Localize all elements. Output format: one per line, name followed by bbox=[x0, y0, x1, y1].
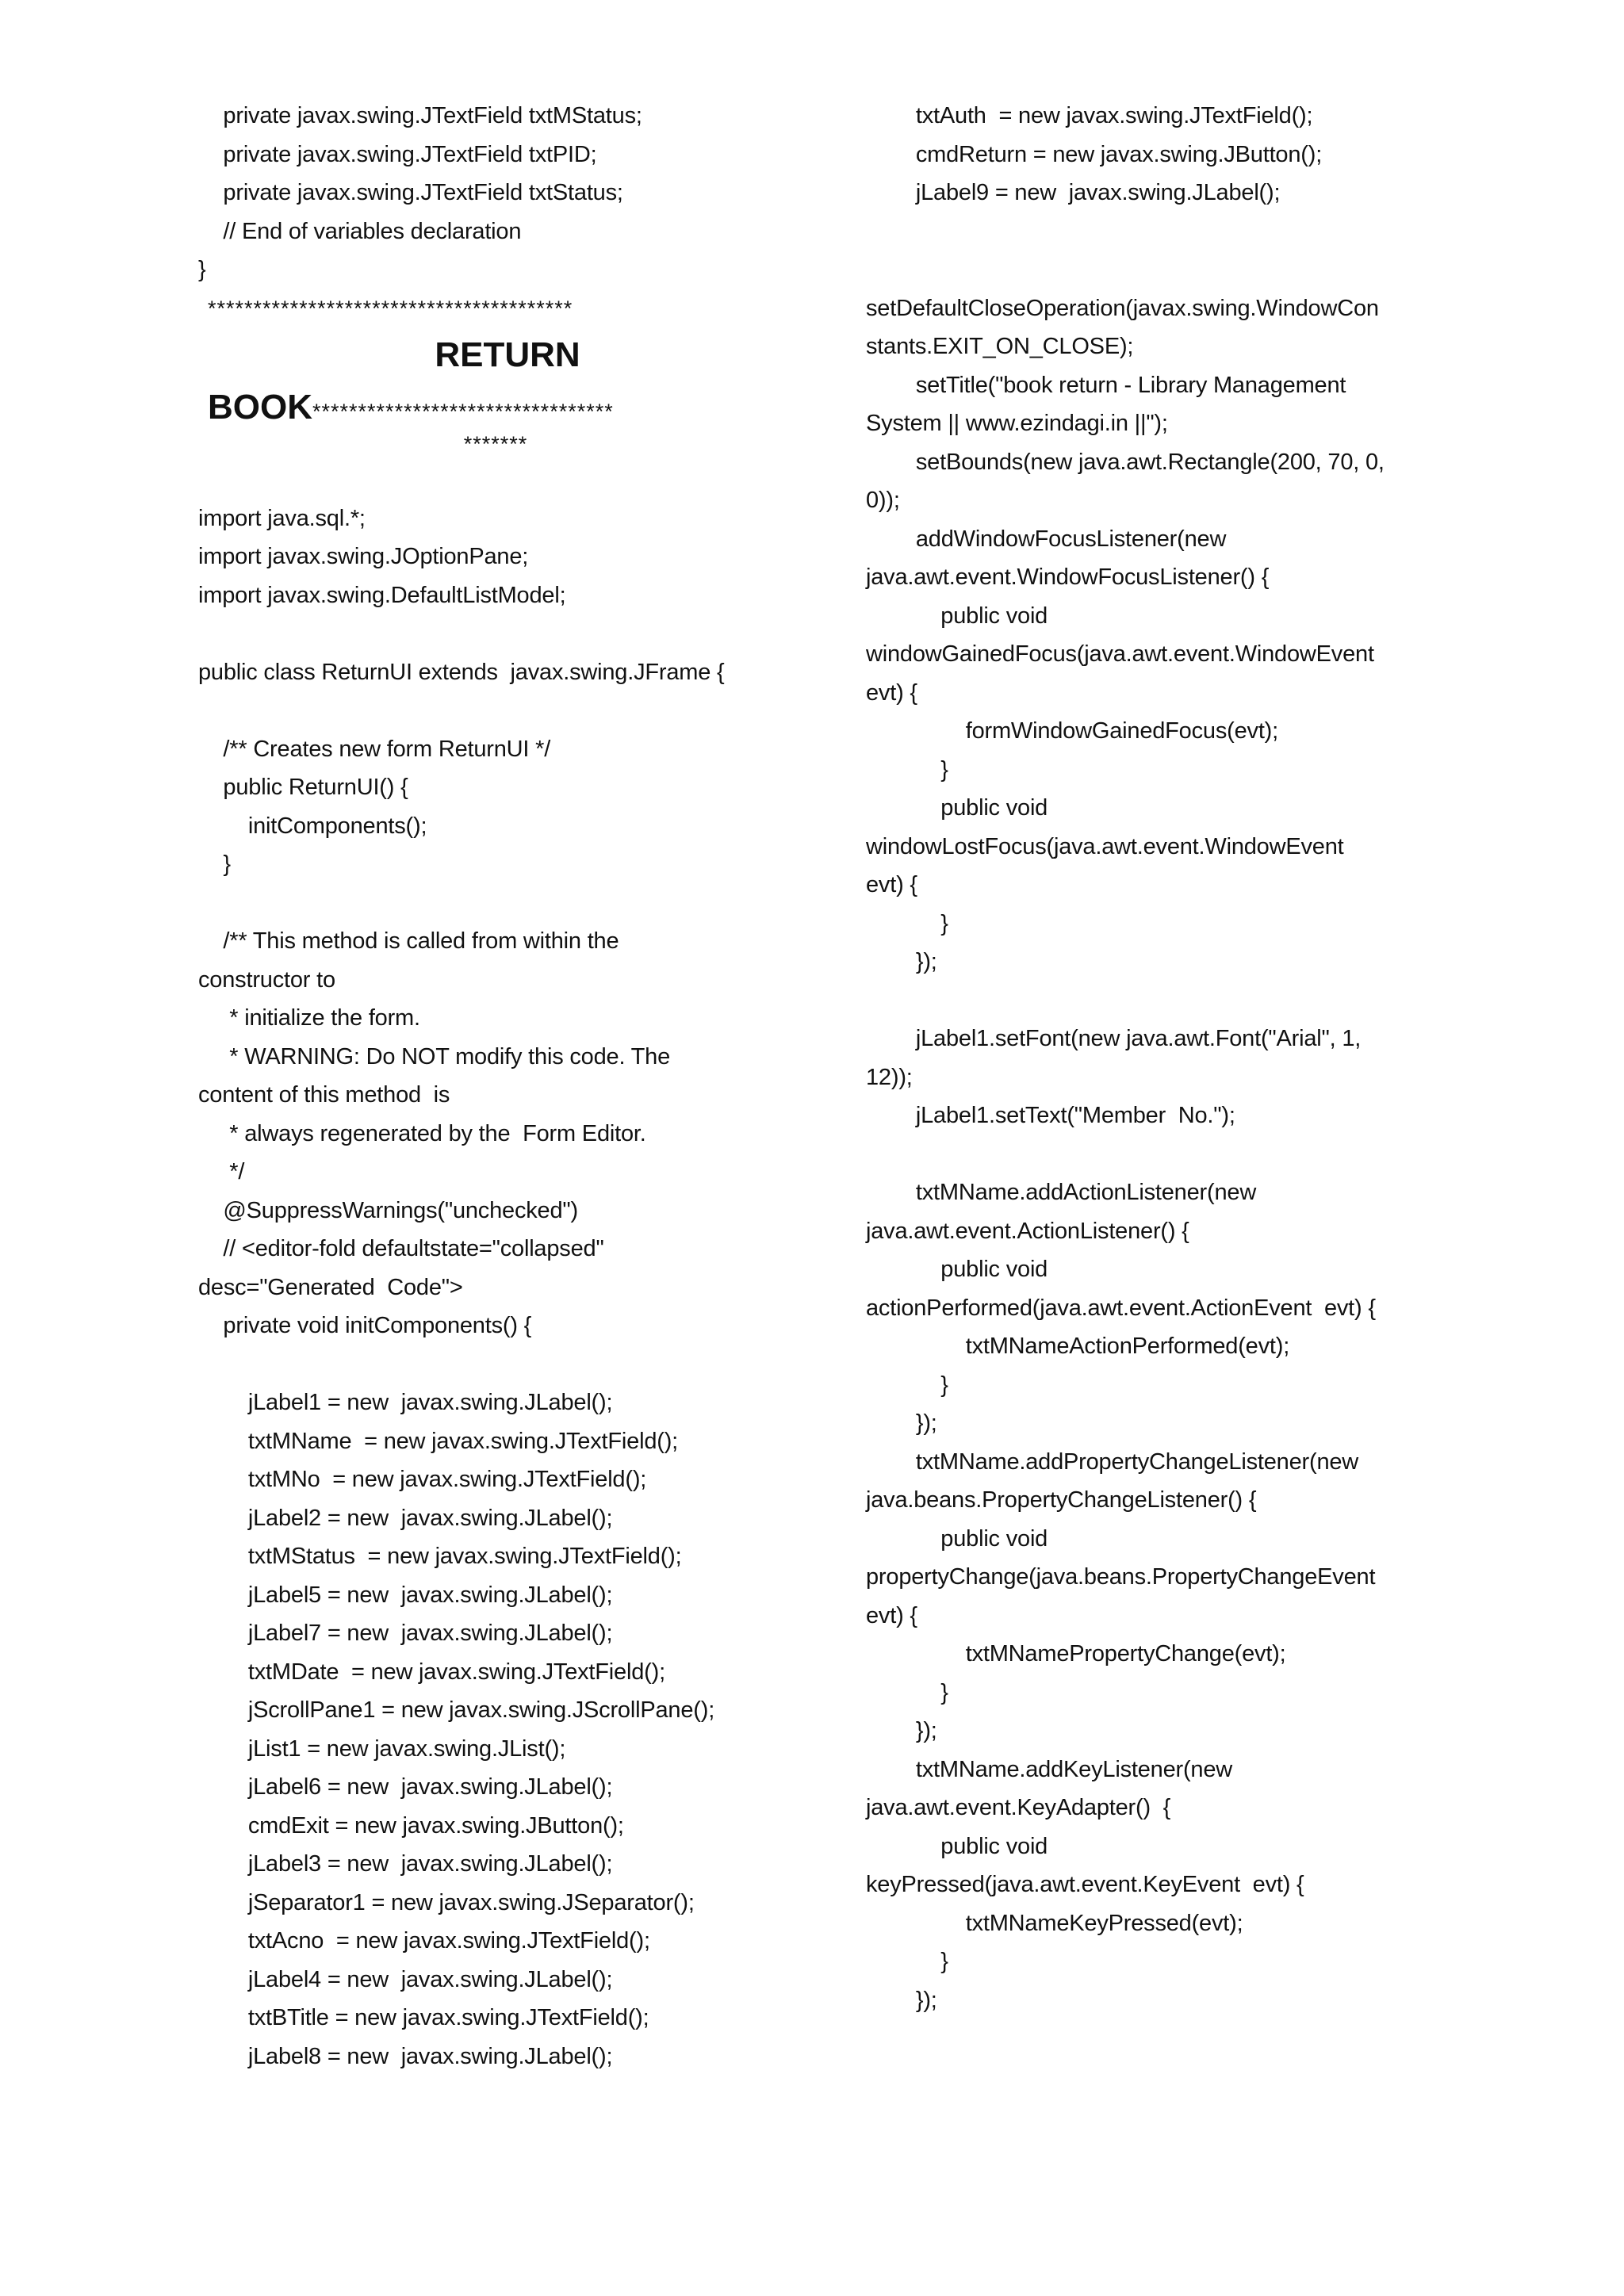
code-block-init-comment bbox=[198, 922, 785, 1345]
code-line: txtMNo = new javax.swing.JTextField(); bbox=[198, 1467, 647, 1492]
code-line: txtMNameActionPerformed(evt); bbox=[866, 1334, 1290, 1359]
code-line: public ReturnUI() { bbox=[198, 775, 408, 800]
code-block-constructor bbox=[198, 730, 785, 884]
code-line: jLabel1 = new javax.swing.JLabel(); bbox=[198, 1390, 613, 1415]
code-line: }); bbox=[866, 1987, 937, 2013]
code-block-component-instantiation-cont bbox=[866, 97, 1453, 212]
code-line: } bbox=[866, 1372, 948, 1398]
code-line: * WARNING: Do NOT modify this code. The bbox=[198, 1043, 671, 1070]
code-line: } bbox=[198, 851, 231, 877]
code-block-label-setup bbox=[866, 1020, 1453, 1135]
code-line: java.awt.event.WindowFocusListener() { bbox=[866, 564, 1270, 590]
code-line: 0)); bbox=[866, 488, 900, 513]
code-line: public void bbox=[866, 603, 1048, 629]
code-block-listeners bbox=[866, 1173, 1453, 2019]
code-line: import javax.swing.JOptionPane; bbox=[198, 544, 529, 569]
spacer bbox=[198, 614, 785, 653]
code-line: txtMName.addKeyListener(new bbox=[866, 1756, 1233, 1782]
code-line: } bbox=[866, 1679, 948, 1705]
code-block-class-declaration bbox=[198, 653, 785, 692]
code-line: cmdExit = new javax.swing.JButton(); bbox=[198, 1812, 624, 1839]
code-line: content of this method is bbox=[198, 1082, 450, 1108]
code-line: keyPressed(java.awt.event.KeyEvent evt) { bbox=[866, 1872, 1304, 1897]
code-line: public void bbox=[866, 795, 1048, 821]
code-line: jLabel6 = new javax.swing.JLabel(); bbox=[198, 1774, 613, 1800]
code-line: jLabel7 = new javax.swing.JLabel(); bbox=[198, 1621, 613, 1646]
code-line: /** This method is called from within the bbox=[198, 928, 619, 954]
code-line: setDefaultCloseOperation(javax.swing.WindowCon bbox=[866, 295, 1379, 321]
code-line: jSeparator1 = new javax.swing.JSeparator(); bbox=[198, 1889, 695, 1915]
code-line: */ bbox=[198, 1159, 245, 1184]
spacer bbox=[198, 471, 785, 499]
spacer bbox=[198, 1345, 785, 1384]
code-line: windowLostFocus(java.awt.event.WindowEvent bbox=[866, 833, 1344, 859]
code-line: jScrollPane1 = new javax.swing.JScrollPane(); bbox=[198, 1697, 715, 1723]
banner-stars-tail: ******* bbox=[463, 432, 528, 456]
code-line: initComponents(); bbox=[198, 813, 427, 839]
code-line: evt) { bbox=[866, 1602, 917, 1628]
code-line: }); bbox=[866, 949, 937, 974]
code-line: jLabel1.setText("Member No."); bbox=[866, 1103, 1235, 1128]
right-column bbox=[866, 97, 1453, 2019]
code-line: import java.sql.*; bbox=[198, 505, 366, 531]
code-line: cmdReturn = new javax.swing.JButton(); bbox=[866, 141, 1323, 167]
code-block-window-setup bbox=[866, 289, 1453, 982]
code-line: }); bbox=[866, 1718, 937, 1743]
code-line: txtMName.addPropertyChangeListener(new bbox=[866, 1448, 1359, 1475]
code-block-component-instantiation bbox=[198, 1383, 785, 2076]
code-line: // <editor-fold defaultstate="collapsed" bbox=[198, 1236, 604, 1261]
code-line: // End of variables declaration bbox=[198, 218, 522, 244]
code-block-imports bbox=[198, 499, 785, 615]
code-line: addWindowFocusListener(new bbox=[866, 526, 1227, 552]
code-line: constructor to bbox=[198, 966, 335, 993]
code-line: propertyChange(java.beans.PropertyChangeEvent bbox=[866, 1564, 1376, 1590]
code-line: txtMName = new javax.swing.JTextField(); bbox=[198, 1428, 679, 1454]
code-line: txtMName.addActionListener(new bbox=[866, 1180, 1257, 1205]
code-line: txtMDate = new javax.swing.JTextField(); bbox=[198, 1659, 665, 1685]
code-line: jLabel9 = new javax.swing.JLabel(); bbox=[866, 180, 1281, 205]
code-line: private javax.swing.JTextField txtStatus; bbox=[198, 180, 623, 205]
banner-stars-top: **************************************** bbox=[208, 296, 573, 320]
spacer bbox=[198, 691, 785, 730]
code-line: jLabel1.setFont(new java.awt.Font("Arial", 1, bbox=[866, 1026, 1362, 1051]
code-line: /** Creates new form ReturnUI */ bbox=[198, 736, 551, 762]
code-line: } bbox=[198, 257, 206, 282]
left-column bbox=[198, 97, 785, 2076]
code-line: txtMNameKeyPressed(evt); bbox=[866, 1910, 1243, 1936]
code-block-variables-end bbox=[198, 97, 785, 289]
code-line: windowGainedFocus(java.awt.event.WindowEvent bbox=[866, 641, 1374, 667]
section-title-book: BOOK bbox=[208, 388, 312, 427]
code-line: setTitle("book return - Library Management bbox=[866, 372, 1346, 398]
code-line: public class ReturnUI extends javax.swing.JFrame { bbox=[198, 659, 725, 685]
code-line: * always regenerated by the Form Editor. bbox=[198, 1120, 646, 1146]
section-title-return: RETURN bbox=[435, 335, 580, 374]
code-line: System || www.ezindagi.in ||"); bbox=[866, 411, 1168, 436]
spacer bbox=[866, 982, 1453, 1020]
banner-stars-after-book: ********************************* bbox=[312, 400, 614, 423]
code-line: }); bbox=[866, 1410, 937, 1436]
code-line: } bbox=[866, 1949, 948, 1974]
code-line: txtMStatus = new javax.swing.JTextField(); bbox=[198, 1544, 682, 1569]
code-line: } bbox=[866, 910, 948, 936]
code-line: java.beans.PropertyChangeListener() { bbox=[866, 1487, 1257, 1513]
code-line: public void bbox=[866, 1525, 1048, 1552]
code-line: private javax.swing.JTextField txtMStatus; bbox=[198, 103, 642, 128]
spacer bbox=[866, 1135, 1453, 1174]
spacer bbox=[198, 884, 785, 923]
code-line: txtMNamePropertyChange(evt); bbox=[866, 1641, 1286, 1667]
code-line: txtAuth = new javax.swing.JTextField(); bbox=[866, 103, 1313, 128]
code-line: * initialize the form. bbox=[198, 1005, 420, 1031]
code-line: txtBTitle = new javax.swing.JTextField(); bbox=[198, 2005, 649, 2030]
code-line: private javax.swing.JTextField txtPID; bbox=[198, 141, 597, 167]
code-line: formWindowGainedFocus(evt); bbox=[866, 718, 1278, 744]
code-line: public void bbox=[866, 1833, 1048, 1859]
code-line: evt) { bbox=[866, 872, 917, 897]
code-line: txtAcno = new javax.swing.JTextField(); bbox=[198, 1928, 650, 1954]
code-line: public void bbox=[866, 1257, 1048, 1282]
spacer bbox=[866, 212, 1453, 289]
banner-book-line bbox=[198, 383, 785, 432]
code-line: java.awt.event.KeyAdapter() { bbox=[866, 1795, 1171, 1820]
section-banner bbox=[198, 289, 785, 471]
code-line: stants.EXIT_ON_CLOSE); bbox=[866, 334, 1134, 359]
code-line: private void initComponents() { bbox=[198, 1313, 532, 1338]
code-line: setBounds(new java.awt.Rectangle(200, 70, 0, bbox=[866, 449, 1385, 475]
code-line: jLabel4 = new javax.swing.JLabel(); bbox=[198, 1966, 613, 1992]
code-line: jLabel2 = new javax.swing.JLabel(); bbox=[198, 1505, 613, 1531]
code-line: import javax.swing.DefaultListModel; bbox=[198, 582, 566, 608]
code-line: desc="Generated Code"> bbox=[198, 1274, 463, 1300]
code-line: 12)); bbox=[866, 1064, 913, 1090]
code-line: } bbox=[866, 756, 948, 783]
code-line: @SuppressWarnings("unchecked") bbox=[198, 1197, 578, 1223]
code-line: actionPerformed(java.awt.event.ActionEvent evt) { bbox=[866, 1295, 1376, 1321]
code-line: evt) { bbox=[866, 679, 917, 706]
code-line: java.awt.event.ActionListener() { bbox=[866, 1218, 1189, 1244]
code-line: jLabel5 = new javax.swing.JLabel(); bbox=[198, 1582, 613, 1608]
code-line: jLabel3 = new javax.swing.JLabel(); bbox=[198, 1851, 613, 1877]
code-line: jList1 = new javax.swing.JList(); bbox=[198, 1735, 566, 1762]
code-line: jLabel8 = new javax.swing.JLabel(); bbox=[198, 2043, 613, 2069]
